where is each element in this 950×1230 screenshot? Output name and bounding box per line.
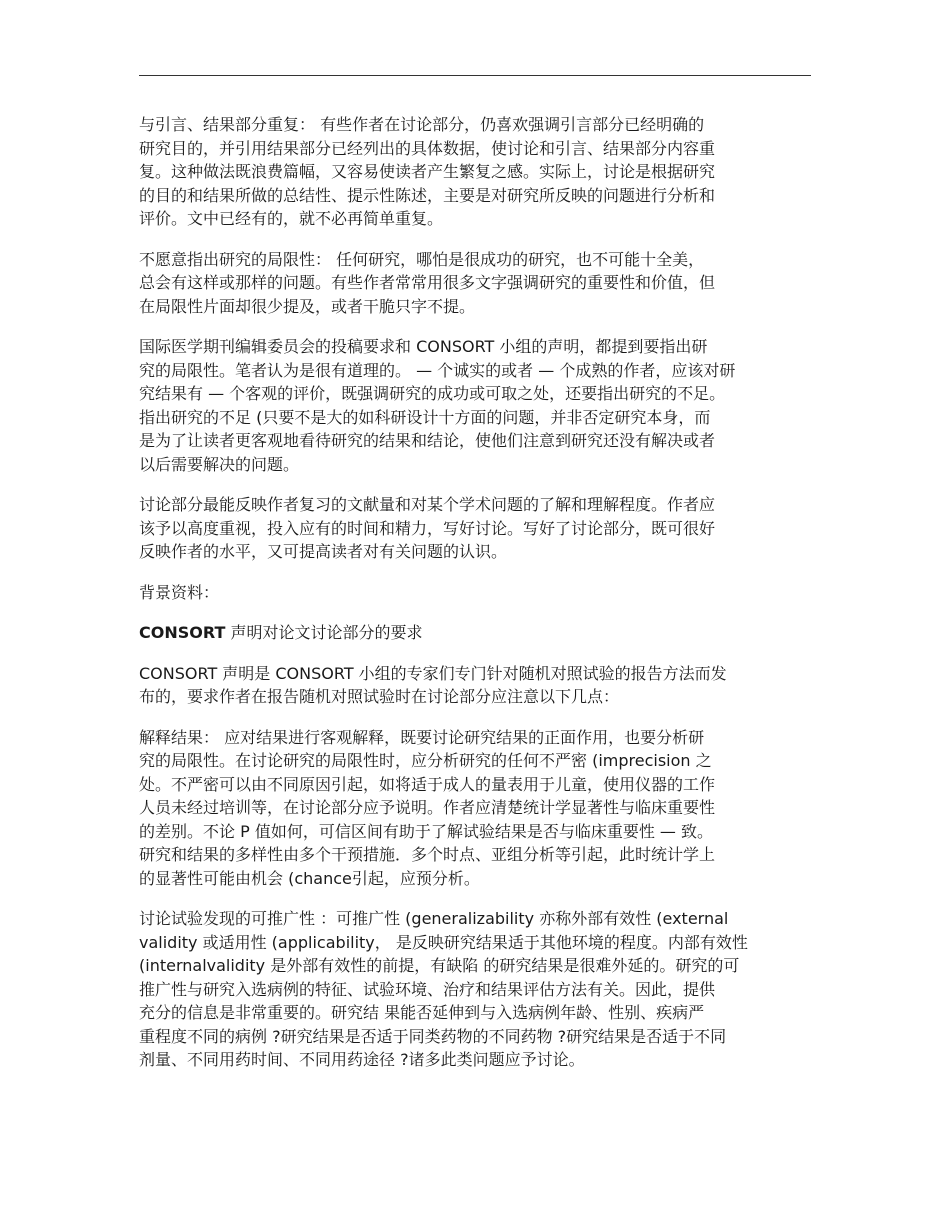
paragraph-importance <box>139 493 811 564</box>
text-line: 的显著性可能由机会 (chance引起，应预分析。 <box>139 868 480 888</box>
text-line: validity 或适用性 (applicability， 是反映研究结果适于其他环境的程度。内部有效性 <box>139 932 748 952</box>
text-line: 研究和结果的多样性由多个干预措施．多个时点、亚组分析等引起，此时统计学上 <box>139 845 716 864</box>
section-heading <box>139 621 811 645</box>
text-line: 究的局限性。在讨论研究的局限性时，应分析研究的任何不严密 (imprecision 之 <box>139 751 712 770</box>
text-line: 评价。文中已经有的，就不必再简单重复。 <box>139 209 444 228</box>
text-line: 的目的和结果所做的总结性、提示性陈述，主要是对研究所反映的问题进行分析和 <box>139 185 716 205</box>
text-line: 讨论部分最能反映作者复习的文献量和对某个学术问题的了解和理解程度。作者应 <box>139 495 716 514</box>
text-line: 是为了让读者更客观地看待研究的结果和结论，使他们注意到研究还没有解决或者 <box>139 431 716 450</box>
text-line: 在局限性片面却很少提及，或者干脆只字不提。 <box>139 296 476 316</box>
text-line: 处。不严密可以由不同原因引起，如将适于成人的量表用于儿童，使用仪器的工作 <box>139 774 716 794</box>
text-line: 人员未经过培训等，在讨论部分应予说明。作者应清楚统计学显著性与临床重要性 <box>139 798 716 817</box>
text-line: 究的局限性。笔者认为是很有道理的。 — 个诚实的或者 — 个成熟的作者，应该对研 <box>139 360 736 380</box>
header-rule <box>139 75 811 76</box>
text-line: 的差别。不论 P 值如何，可信区间有助于了解试验结果是否与临床重要性 — 致。 <box>139 821 713 841</box>
text-line: 与引言、结果部分重复： 有些作者在讨论部分，仍喜欢强调引言部分已经明确的 <box>139 115 705 134</box>
text-line: (internalvalidity 是外部有效性的前提，有缺陷 的研究结果是很难外延的。研究的可 <box>139 956 740 975</box>
text-line: 总会有这样或那样的问题。有些作者常常用很多文字强调研究的重要性和价值，但 <box>139 273 716 292</box>
text-line: 指出研究的不足 (只要不是大的如科研设计十方面的问题，并非否定研究本身，而 <box>139 407 711 427</box>
document-body <box>139 113 811 1089</box>
paragraph-generalizability <box>139 907 811 1072</box>
text-line: 讨论试验发现的可推广性 ：可推广性 (generalizability 亦称外部有效性 (external <box>139 909 729 928</box>
text-line: 国际医学期刊编辑委员会的投稿要求和 CONSORT 小组的声明，都提到要指出研 <box>139 337 708 356</box>
text-line: 复。这种做法既浪费篇幅，又容易使读者产生繁复之感。实际上，讨论是根据研究 <box>139 162 716 181</box>
text-line: 解释结果： 应对结果进行客观解释，既要讨论研究结果的正面作用，也要分析研 <box>139 727 705 747</box>
text-line: 布的，要求作者在报告随机对照试验时在讨论部分应注意以下几点： <box>139 687 620 706</box>
text-line: 研究目的，并引用结果部分已经列出的具体数据，使讨论和引言、结果部分内容重 <box>139 138 716 158</box>
text-line: 背景资料： <box>139 582 220 602</box>
text-line: 以后需要解决的问题。 <box>139 454 300 474</box>
text-line: 究结果有 — 个客观的评价，既强调研究的成功或可取之处，还要指出研究的不足。 <box>139 384 726 403</box>
paragraph-repetition <box>139 113 811 231</box>
paragraph-limitations <box>139 248 811 319</box>
paragraph-background-label <box>139 581 811 605</box>
text-line: 反映作者的水平，又可提高读者对有关问题的认识。 <box>139 542 508 561</box>
text-line: 充分的信息是非常重要的。研究结 果能否延伸到与入选病例年龄、性别、疾病严 <box>139 1003 705 1022</box>
text-line: 剂量、不同用药时间、不同用药途径 ?诸多此类问题应予讨论。 <box>139 1050 585 1069</box>
text-line: 推广性与研究入选病例的特征、试验环境、治疗和结果评估方法有关。因此，提供 <box>139 979 716 999</box>
text-line: 该予以高度重视，投入应有的时间和精力，写好讨论。写好了讨论部分，既可很好 <box>139 518 716 538</box>
text-line: 重程度不同的病例 ?研究结果是否适于同类药物的不同药物 ?研究结果是否适于不同 <box>139 1026 727 1046</box>
paragraph-interpret-results <box>139 726 811 891</box>
text-line: CONSORT 声明是 CONSORT 小组的专家们专门针对随机对照试验的报告方法而发 <box>139 663 727 683</box>
text-line: 不愿意指出研究的局限性： 任何研究，哪怕是很成功的研究，也不可能十全美， <box>139 249 705 269</box>
paragraph-consort-requirements <box>139 335 811 476</box>
heading-bold-term: CONSORT <box>139 623 226 642</box>
paragraph-consort-intro <box>139 662 811 709</box>
heading-text: 声明对论文讨论部分的要求 <box>225 623 423 642</box>
